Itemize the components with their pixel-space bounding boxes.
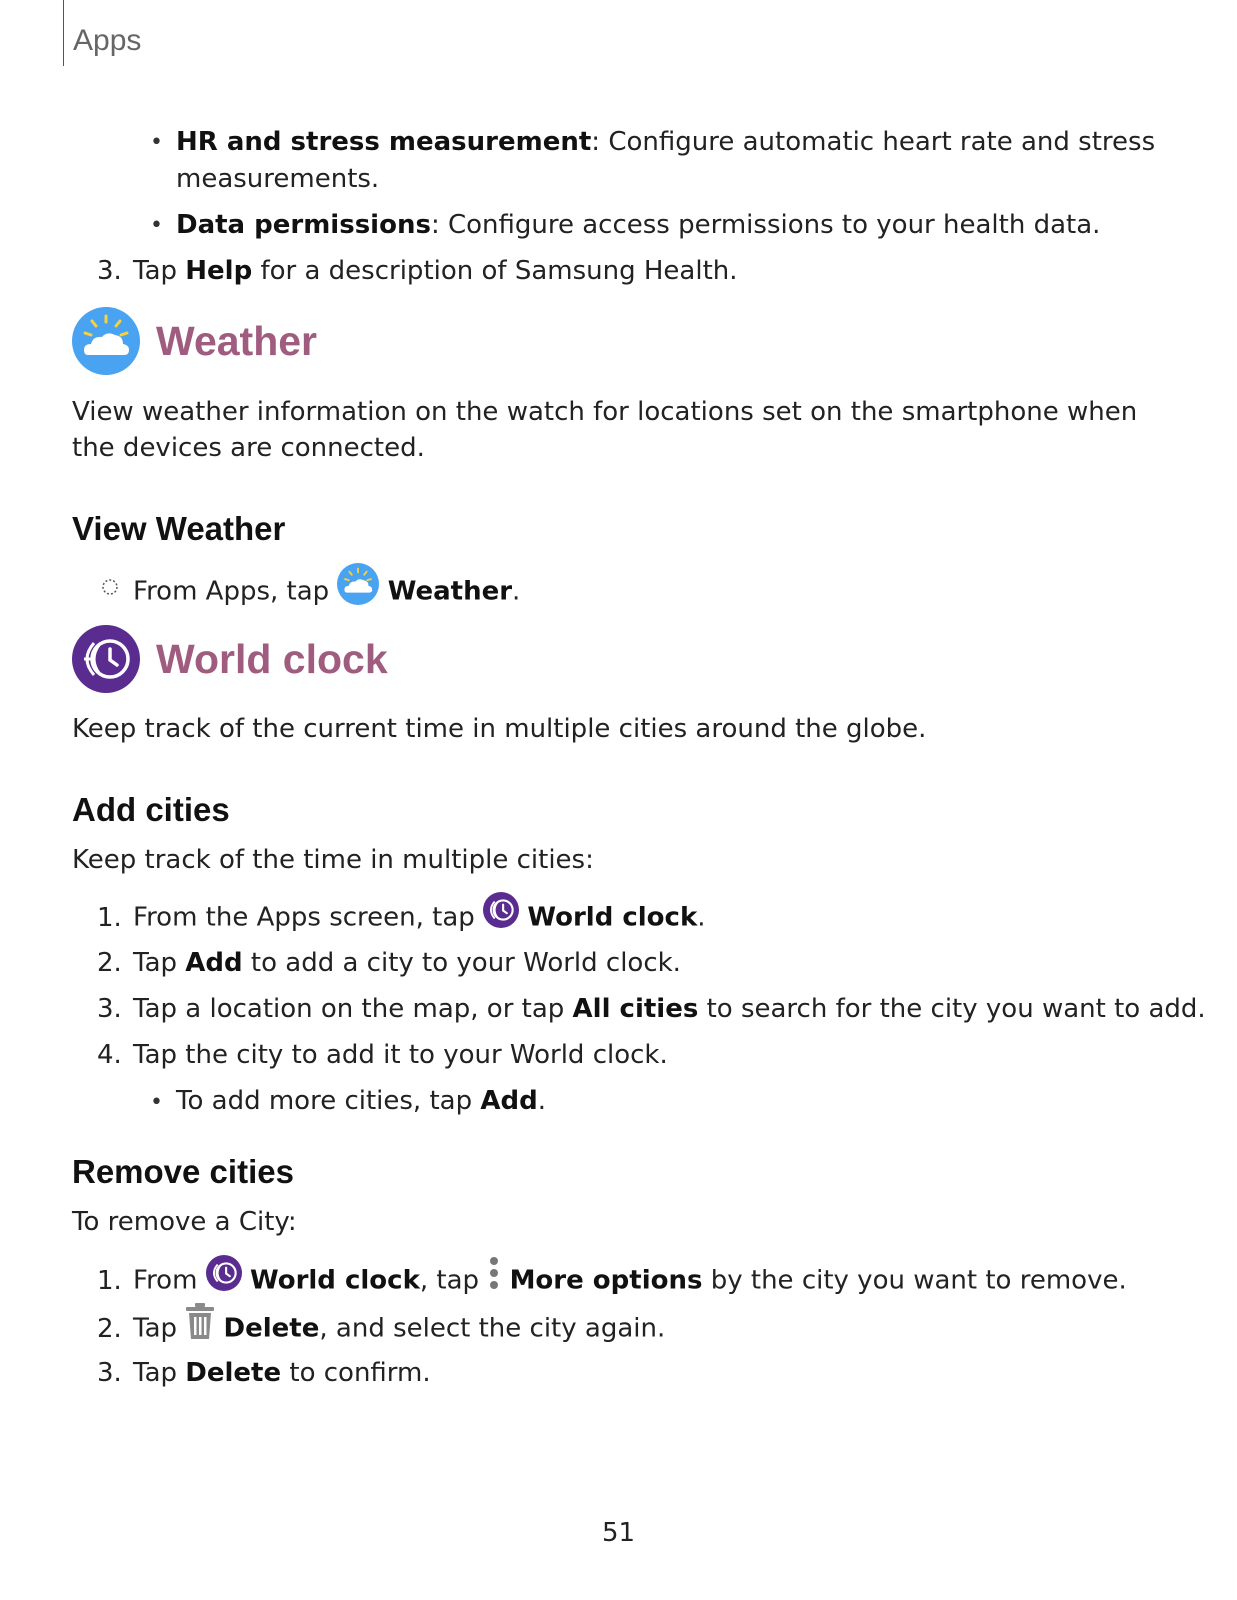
term-data-permissions: Data permissions [176,210,431,240]
weather-section-title: Weather [156,318,318,364]
step-circle-icon [101,578,119,600]
add-cities-heading: Add cities [72,791,230,828]
list-item-help: 3. Tap Help for a description of Samsung Health. [97,256,738,286]
term-add: Add [185,948,243,978]
bullet-dot-icon: • [150,1090,163,1115]
bullet-dot-icon: • [150,213,163,238]
world-clock-inline-icon [483,898,519,938]
add-cities-step-2: 2. Tap Add to add a city to your World clock. [97,948,681,978]
world-clock-app-icon [72,625,140,697]
list-item-hr-stress-cont: measurements. [176,164,380,194]
remove-cities-step-3: 3. Tap Delete to confirm. [97,1358,431,1388]
remove-cities-step-2: 2. Tap Delete, and select the city again. [97,1308,665,1350]
weather-intro-line2: the devices are connected. [72,433,425,463]
term-world-clock: World clock [527,902,698,933]
world-clock-inline-icon [206,1261,242,1301]
add-cities-intro: Keep track of the time in multiple cities: [72,845,594,875]
add-cities-step-1: 1. From the Apps screen, tap World clock. [97,898,706,938]
more-options-icon [487,1262,501,1300]
term-all-cities: All cities [572,994,699,1024]
page-number: 51 [601,1518,636,1548]
add-cities-step-3: 3. Tap a location on the map, or tap All cities to search for the city you want to add. [97,994,1206,1024]
term-world-clock: World clock [249,1265,420,1296]
trash-icon [185,1308,215,1350]
list-item-data-permissions: Data permissions: Configure access permissions to your health data. [176,210,1101,240]
term-hr-stress: HR and stress measurement [176,127,592,157]
world-clock-intro: Keep track of the current time in multiple cities around the globe. [72,714,927,744]
term-delete: Delete [223,1313,320,1344]
term-weather: Weather [387,576,513,607]
weather-app-icon [72,307,140,379]
term-help: Help [185,256,253,286]
term-add: Add [480,1086,538,1116]
header-divider [63,0,64,66]
term-more-options: More options [509,1265,703,1296]
term-delete: Delete [185,1358,282,1388]
list-item-hr-stress: HR and stress measurement: Configure automatic heart rate and stress [176,127,1156,157]
view-weather-heading: View Weather [72,510,286,547]
view-weather-step: From Apps, tap Weather. [133,569,520,615]
world-clock-section-title: World clock [156,636,388,682]
remove-cities-heading: Remove cities [72,1153,294,1190]
remove-cities-intro: To remove a City: [72,1207,297,1237]
page-header-title: Apps [73,24,142,57]
add-more-cities-bullet: To add more cities, tap Add. [176,1086,546,1116]
add-cities-step-4: 4. Tap the city to add it to your World clock. [97,1040,668,1070]
weather-intro-line1: View weather information on the watch for locations set on the smartphone when [72,397,1138,427]
remove-cities-step-1: 1. From World clock, tap More options by the city you want to remove. [97,1261,1127,1301]
weather-inline-icon [337,569,379,615]
bullet-dot-icon: • [150,130,163,155]
